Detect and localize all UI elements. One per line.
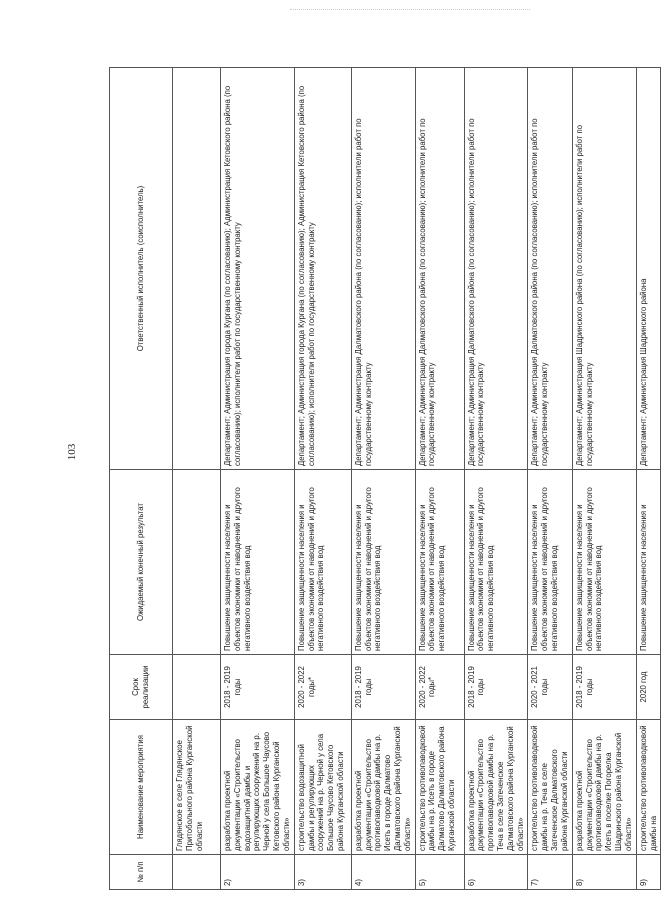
header-name: Наименование мероприятия (110, 720, 173, 855)
expected-result: Повышение защищенности населения и (636, 470, 661, 655)
responsible-executor: Департамент; Администрация Шадринского района (по согласованию); исполнители работ по государственному контракту (572, 68, 636, 470)
row-number: 8) (572, 855, 636, 890)
responsible-executor: Департамент; Администрация города Кургана (по согласованию); Администрация Кетовского района (по согласованию); исполнители работ по государственному контракту (294, 68, 351, 470)
table-row (528, 68, 572, 890)
row-number: 5) (415, 855, 464, 890)
expected-result (173, 470, 221, 655)
expected-result: Повышение защищенности населения и объектов экономики от наводнений и другого негативного воздействия вод (415, 470, 464, 655)
implementation-term: 2020 - 2022 годы* (415, 655, 464, 720)
header-executor: Ответственный исполнитель (соисполнитель) (110, 68, 173, 470)
implementation-term: 2018 - 2019 годы (351, 655, 415, 720)
responsible-executor: Департамент; Администрация Далматовского района (по согласованию); исполнители работ по государственному контракту (351, 68, 415, 470)
row-number: 2) (221, 855, 295, 890)
rotated-table-container (109, 68, 661, 890)
header-result: Ожидаемый конечный результат (110, 470, 173, 655)
table-row (415, 68, 464, 890)
measure-name: строительство противопаводковой дамбы на р. Исеть в городе Далматово Далматовского района Курганской области (415, 720, 464, 855)
expected-result: Повышение защищенности населения и объектов экономики от наводнений и другого негативного воздействия вод (351, 470, 415, 655)
measures-table (109, 67, 661, 890)
responsible-executor: Департамент; Администрация Далматовского района (по согласованию); исполнители работ по государственному контракту (415, 68, 464, 470)
row-number: 7) (528, 855, 572, 890)
expected-result: Повышение защищенности населения и объектов экономики от наводнений и другого негативного воздействия вод (221, 470, 295, 655)
row-number: 6) (464, 855, 528, 890)
implementation-term: 2020 - 2022 годы* (294, 655, 351, 720)
table-row (221, 68, 295, 890)
responsible-executor: Департамент; Администрация города Кургана (по согласованию); Администрация Кетовского района (по согласованию); исполнители работ по государственному контракту (221, 68, 295, 470)
expected-result: Повышение защищенности населения и объектов экономики от наводнений и другого негативного воздействия вод (294, 470, 351, 655)
table-row (173, 68, 221, 890)
table-row (464, 68, 528, 890)
implementation-term: 2018 - 2019 годы (221, 655, 295, 720)
table-header-row (110, 68, 173, 890)
table-row (572, 68, 636, 890)
implementation-term: 2018 - 2019 годы (464, 655, 528, 720)
measure-name: разработка проектной документации «Строительство противопаводковой дамбы на р. Исеть в поселке Погорелка Шадринского района Курганской области» (572, 720, 636, 855)
header-no: № п/п (110, 855, 173, 890)
responsible-executor (173, 68, 221, 470)
row-number: 3) (294, 855, 351, 890)
expected-result: Повышение защищенности населения и объектов экономики от наводнений и другого негативного воздействия вод (572, 470, 636, 655)
row-number (173, 855, 221, 890)
measure-name: строительство противопаводковой дамбы на р. Теча в селе Затеченское Далматовского района Курганской области (528, 720, 572, 855)
responsible-executor: Департамент; Администрация Шадринского района (636, 68, 661, 470)
table-row (294, 68, 351, 890)
table-row (351, 68, 415, 890)
page-number: 103 (66, 443, 78, 461)
table-row (636, 68, 661, 890)
header-term: Срок реализации (110, 655, 173, 720)
implementation-term: 2020 год (636, 655, 661, 720)
implementation-term: 2018 - 2019 годы (572, 655, 636, 720)
measure-name: разработка проектной документации «Строительство противопаводковой дамбы на р. Исеть в городе Далматово Далматовского района Курганской области» (351, 720, 415, 855)
measure-name: строительство водозащитной дамбы и регулирующих сооружений на р. Черной у села Большое Чаусово Кетовского района Курганской области (294, 720, 351, 855)
responsible-executor: Департамент; Администрация Далматовского района (по согласованию); исполнители работ по государственному контракту (464, 68, 528, 470)
implementation-term: 2020 - 2021 годы (528, 655, 572, 720)
expected-result: Повышение защищенности населения и объектов экономики от наводнений и другого негативного воздействия вод (528, 470, 572, 655)
implementation-term (173, 655, 221, 720)
measure-name: разработка проектной документации «Строительство противопаводковой дамбы на р. Теча в селе Затеченское Далматовского района Курганской области» (464, 720, 528, 855)
responsible-executor: Департамент; Администрация Далматовского района (по согласованию); исполнители работ по государственному контракту (528, 68, 572, 470)
measure-name: Глядянское в селе Глядянское Притобольного района Курганской области (173, 720, 221, 855)
scan-artifact (290, 9, 530, 11)
measure-name: разработка проектной документации «Строительство водозащитной дамбы и регулирующих сооружений на р. Черной у села Большое Чаусово Кетовского района Курганской области» (221, 720, 295, 855)
expected-result: Повышение защищенности населения и объектов экономики от наводнений и другого негативного воздействия вод (464, 470, 528, 655)
row-number: 4) (351, 855, 415, 890)
measure-name: строительство противопаводковой дамбы на (636, 720, 661, 855)
row-number: 9) (636, 855, 661, 890)
